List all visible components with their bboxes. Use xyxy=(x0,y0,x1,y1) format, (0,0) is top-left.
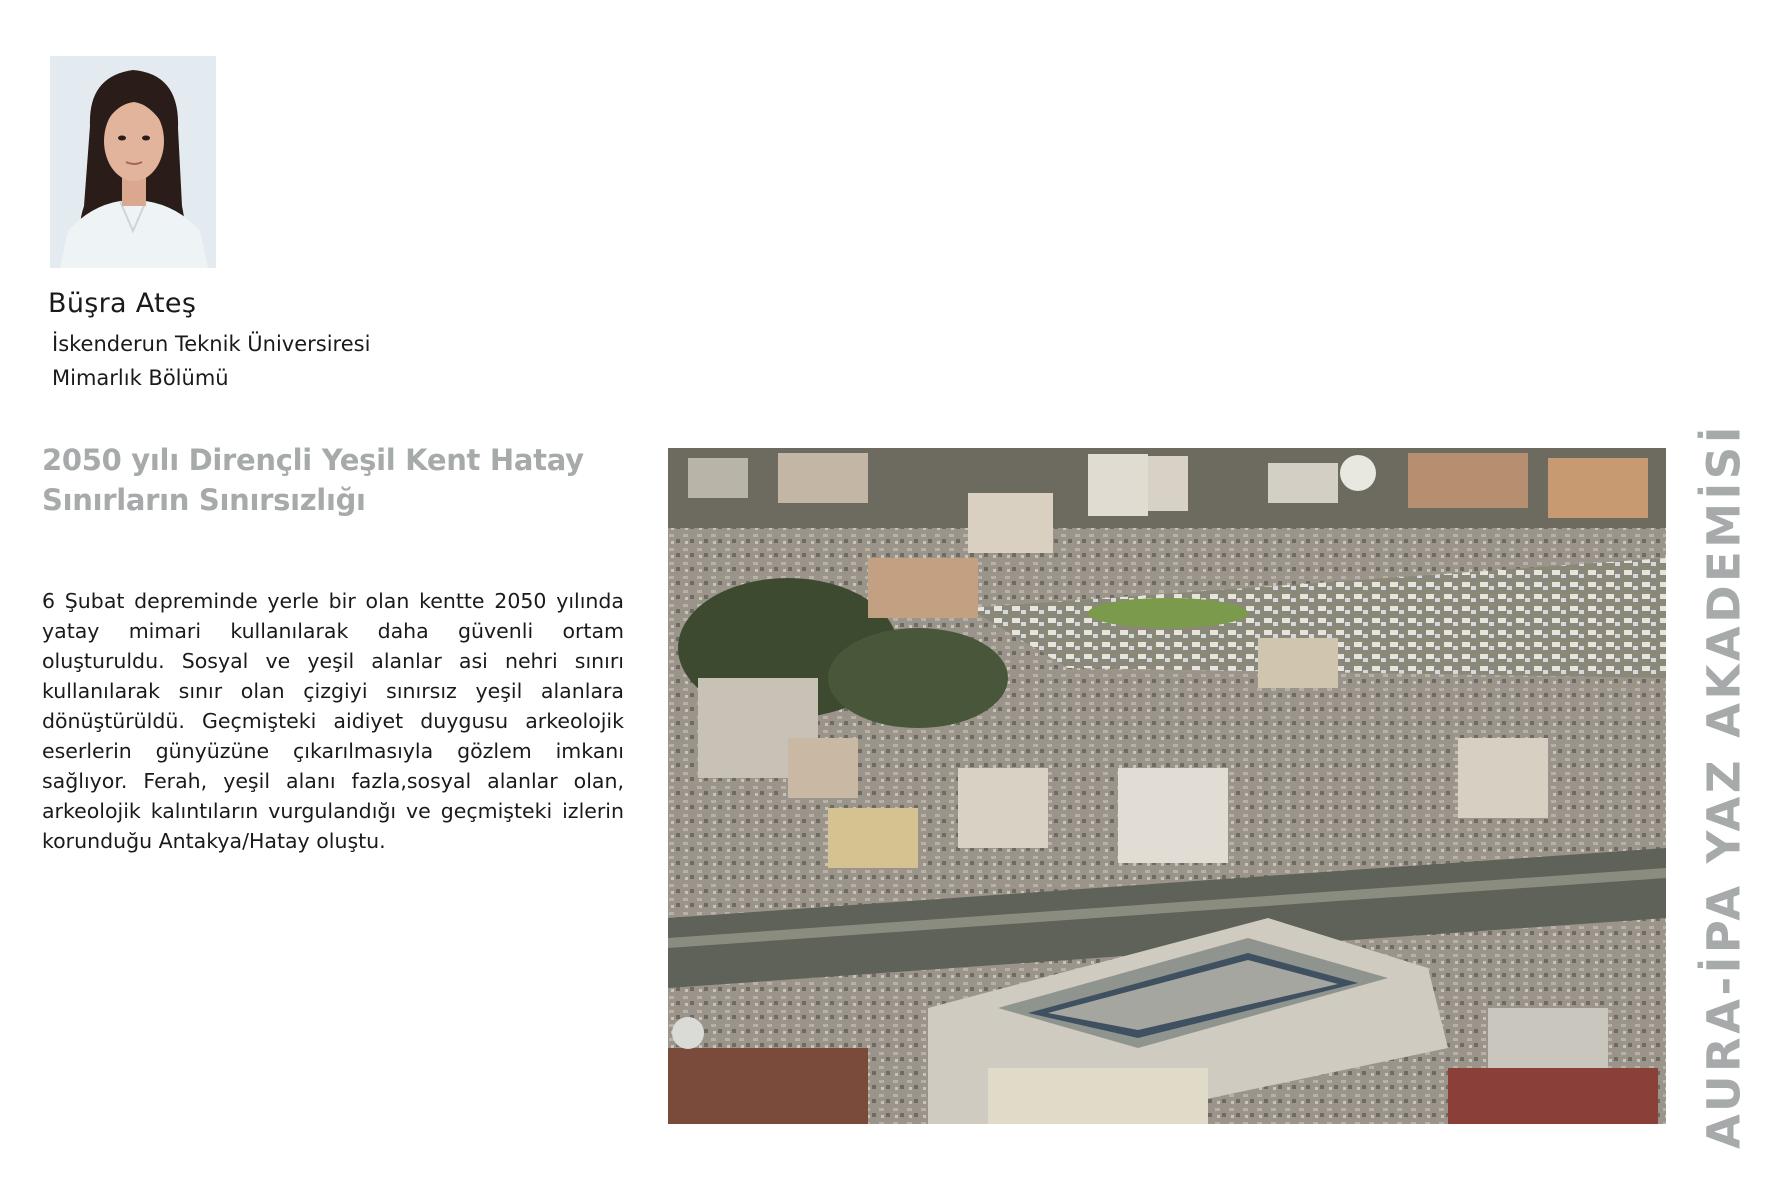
project-title-line2: Sınırların Sınırsızlığı xyxy=(42,483,366,517)
academy-vertical-label: AURA-İPA YAZ AKADEMİSİ xyxy=(1697,423,1751,1149)
author-portrait xyxy=(50,56,216,268)
author-name: Büşra Ateş xyxy=(48,288,197,319)
project-title-line1: 2050 yılı Dirençli Yeşil Kent Hatay xyxy=(42,443,584,477)
author-university: İskenderun Teknik Üniversiresi xyxy=(52,332,371,356)
project-description: 6 Şubat depreminde yerle bir olan kentte 2050 yılında yatay mimari kullanılarak daha güvenli ortam oluşturuldu. Sosyal ve yeşil alanlar asi nehri sınırı kullanılarak sınır olan çizgiyi sınırsız yeşil alanlara dönüştürüldü. Geçmişteki aidiyet duygusu arkeolojik eserlerin günyüzüne çıkarılmasıyla gözlem imkanı sağlıyor. Ferah, yeşil alanı fazla,sosyal alanlar olan, arkeolojik kalıntıların vurgulandığı ve geçmişteki izlerin korunduğu Antakya/Hatay oluştu. xyxy=(42,589,624,853)
sidebar-label-wrapper xyxy=(1688,423,1760,1149)
aerial-city-photo xyxy=(668,448,1666,1124)
project-title xyxy=(42,440,602,520)
author-department: Mimarlık Bölümü xyxy=(52,366,229,390)
